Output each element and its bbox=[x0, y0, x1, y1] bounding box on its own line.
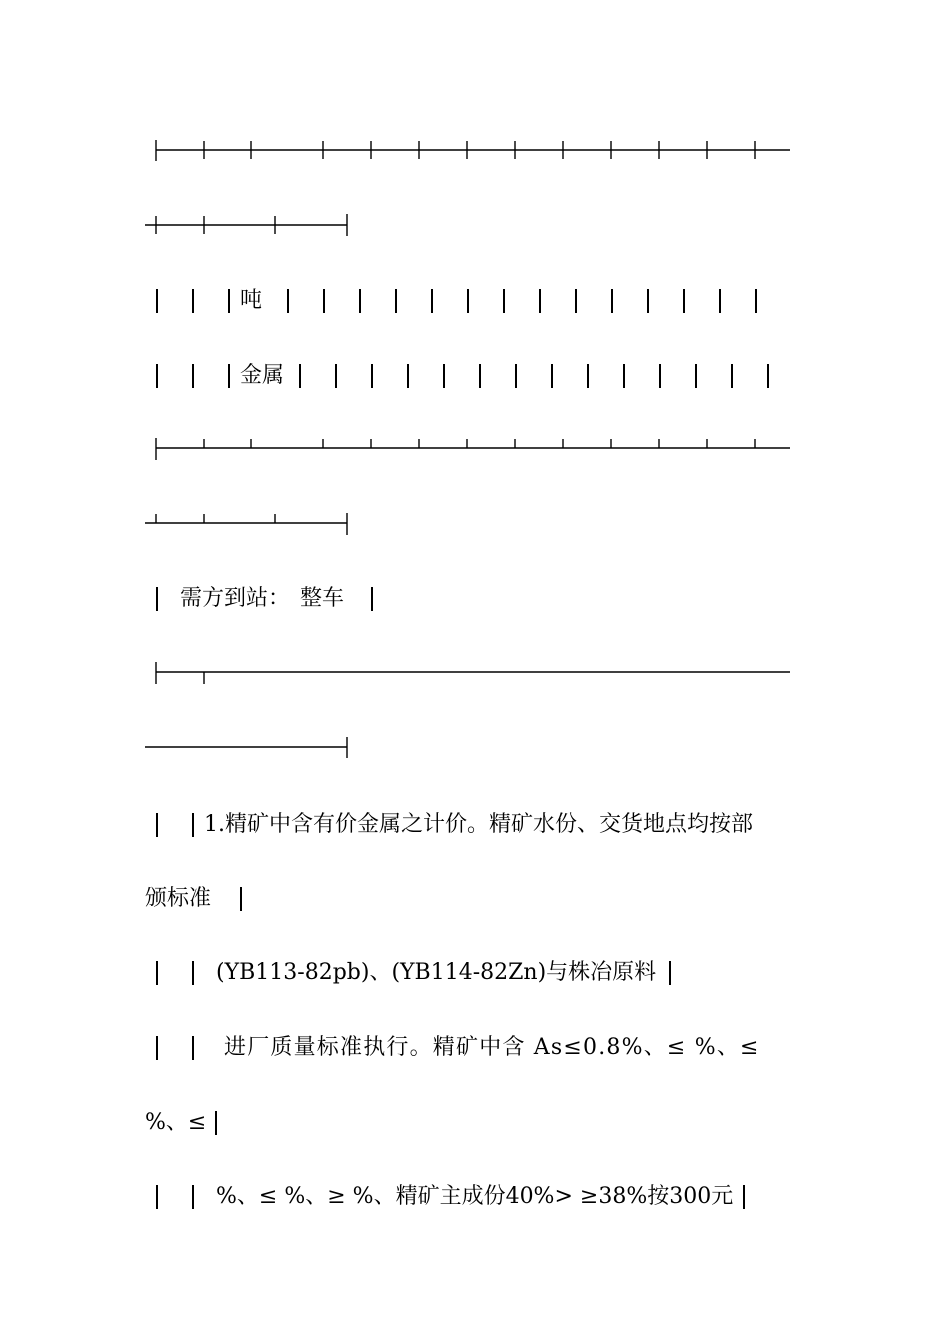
note-line-6: %、≤ %、≥ %、精矿主成份40%> ≥38%按300元 bbox=[216, 1184, 734, 1209]
note-line-3: (YB113-82pb)、(YB114-82Zn)与株冶原料 bbox=[216, 960, 657, 985]
rule-2-continued bbox=[145, 513, 347, 535]
note-line-5: %、≤ bbox=[145, 1110, 207, 1135]
rule-2 bbox=[156, 438, 790, 460]
note-line-1: 1.精矿中含有价金属之计价。精矿水份、交货地点均按部 bbox=[204, 812, 753, 837]
rule-1 bbox=[156, 140, 790, 161]
rule-3 bbox=[156, 662, 790, 684]
unit-ton-label: 吨 bbox=[240, 288, 263, 313]
station-value: 整车 bbox=[300, 586, 345, 611]
rule-3-continued bbox=[145, 737, 347, 758]
unit-metal-label: 金属 bbox=[240, 363, 285, 388]
note-line-2: 颁标准 bbox=[145, 886, 212, 911]
station-label: 需方到站： bbox=[180, 586, 291, 611]
note-line-4: 进厂质量标准执行。精矿中含 As≤0.8%、≤ %、≤ bbox=[224, 1035, 760, 1060]
rule-1-continued bbox=[145, 214, 347, 236]
